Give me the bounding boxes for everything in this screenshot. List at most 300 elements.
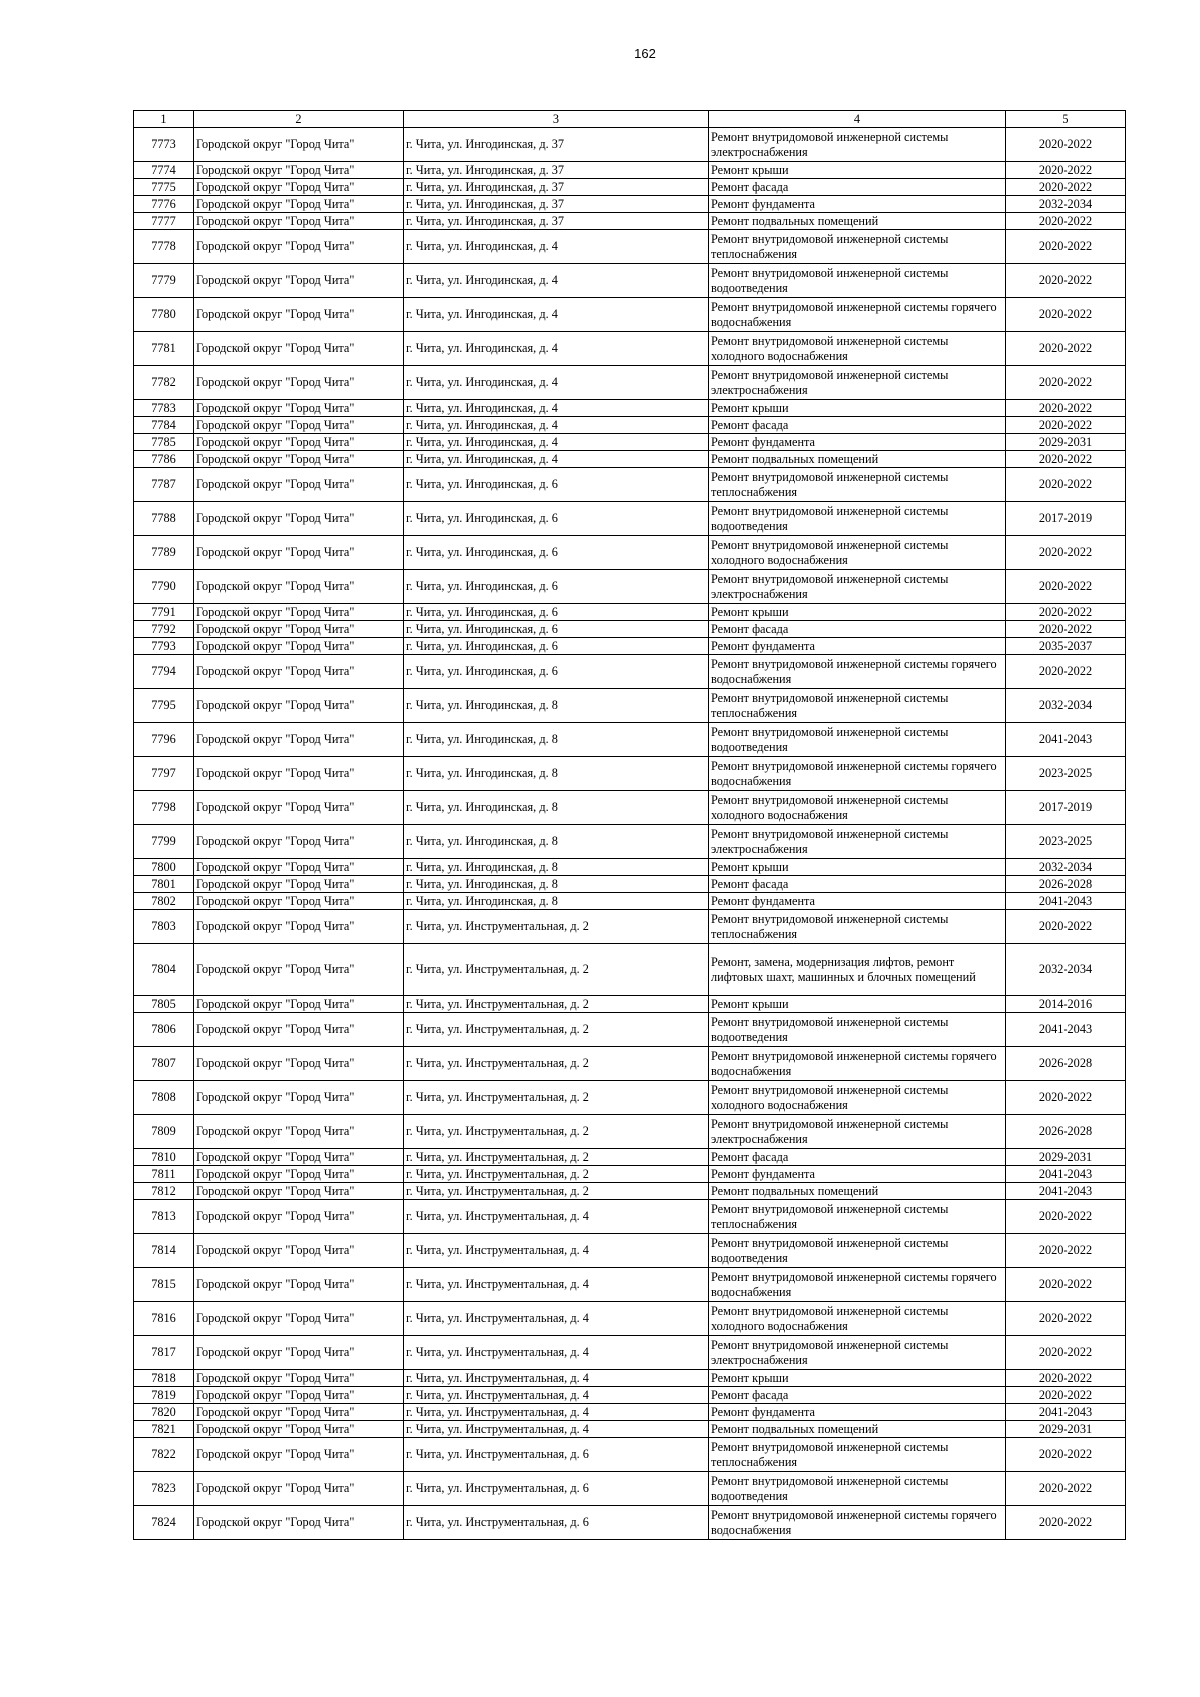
period-cell: 2029-2031	[1006, 434, 1126, 451]
municipality-cell: Городской округ "Город Чита"	[194, 825, 404, 859]
row-number-cell: 7791	[134, 604, 194, 621]
address-cell: г. Чита, ул. Ингодинская, д. 4	[404, 264, 709, 298]
work-type-cell: Ремонт фасада	[709, 1387, 1006, 1404]
header-row	[134, 111, 1126, 128]
municipality-cell: Городской округ "Город Чита"	[194, 468, 404, 502]
work-type-cell: Ремонт внутридомовой инженерной системы холодного водоснабжения	[709, 1081, 1006, 1115]
municipality-cell: Городской округ "Город Чита"	[194, 1438, 404, 1472]
row-number-cell: 7774	[134, 162, 194, 179]
period-cell: 2020-2022	[1006, 366, 1126, 400]
table-row	[134, 1013, 1126, 1047]
period-cell: 2020-2022	[1006, 298, 1126, 332]
municipality-cell: Городской округ "Город Чита"	[194, 1506, 404, 1540]
table-row	[134, 791, 1126, 825]
work-type-cell: Ремонт внутридомовой инженерной системы холодного водоснабжения	[709, 1302, 1006, 1336]
table-row	[134, 468, 1126, 502]
row-number-cell: 7809	[134, 1115, 194, 1149]
work-type-cell: Ремонт внутридомовой инженерной системы водоотведения	[709, 1013, 1006, 1047]
period-cell: 2023-2025	[1006, 757, 1126, 791]
work-type-cell: Ремонт внутридомовой инженерной системы водоотведения	[709, 723, 1006, 757]
work-type-cell: Ремонт фасада	[709, 417, 1006, 434]
period-cell: 2032-2034	[1006, 859, 1126, 876]
period-cell: 2032-2034	[1006, 944, 1126, 996]
address-cell: г. Чита, ул. Ингодинская, д. 6	[404, 655, 709, 689]
municipality-cell: Городской округ "Город Чита"	[194, 723, 404, 757]
row-number-cell: 7773	[134, 128, 194, 162]
municipality-cell: Городской округ "Город Чита"	[194, 128, 404, 162]
period-cell: 2026-2028	[1006, 1047, 1126, 1081]
work-type-cell: Ремонт внутридомовой инженерной системы горячего водоснабжения	[709, 1047, 1006, 1081]
work-type-cell: Ремонт фасада	[709, 1149, 1006, 1166]
address-cell: г. Чита, ул. Инструментальная, д. 2	[404, 1166, 709, 1183]
table-row	[134, 1166, 1126, 1183]
address-cell: г. Чита, ул. Инструментальная, д. 4	[404, 1387, 709, 1404]
table-row	[134, 1149, 1126, 1166]
period-cell: 2020-2022	[1006, 1387, 1126, 1404]
municipality-cell: Городской округ "Город Чита"	[194, 366, 404, 400]
table-row	[134, 893, 1126, 910]
row-number-cell: 7823	[134, 1472, 194, 1506]
address-cell: г. Чита, ул. Инструментальная, д. 2	[404, 1149, 709, 1166]
municipality-cell: Городской округ "Город Чита"	[194, 264, 404, 298]
period-cell: 2020-2022	[1006, 910, 1126, 944]
row-number-cell: 7819	[134, 1387, 194, 1404]
work-type-cell: Ремонт фундамента	[709, 1404, 1006, 1421]
work-type-cell: Ремонт внутридомовой инженерной системы теплоснабжения	[709, 468, 1006, 502]
work-type-cell: Ремонт внутридомовой инженерной системы электроснабжения	[709, 366, 1006, 400]
row-number-cell: 7795	[134, 689, 194, 723]
row-number-cell: 7804	[134, 944, 194, 996]
municipality-cell: Городской округ "Город Чита"	[194, 400, 404, 417]
period-cell: 2032-2034	[1006, 689, 1126, 723]
address-cell: г. Чита, ул. Ингодинская, д. 4	[404, 451, 709, 468]
municipality-cell: Городской округ "Город Чита"	[194, 434, 404, 451]
table-body	[134, 128, 1126, 1540]
period-cell: 2020-2022	[1006, 1472, 1126, 1506]
municipality-cell: Городской округ "Город Чита"	[194, 1387, 404, 1404]
work-type-cell: Ремонт крыши	[709, 604, 1006, 621]
row-number-cell: 7780	[134, 298, 194, 332]
row-number-cell: 7821	[134, 1421, 194, 1438]
row-number-cell: 7778	[134, 230, 194, 264]
program-table	[133, 110, 1126, 1540]
row-number-cell: 7781	[134, 332, 194, 366]
row-number-cell: 7800	[134, 859, 194, 876]
municipality-cell: Городской округ "Город Чита"	[194, 1200, 404, 1234]
row-number-cell: 7798	[134, 791, 194, 825]
row-number-cell: 7817	[134, 1336, 194, 1370]
table-row	[134, 332, 1126, 366]
address-cell: г. Чита, ул. Ингодинская, д. 4	[404, 400, 709, 417]
municipality-cell: Городской округ "Город Чита"	[194, 1149, 404, 1166]
table-row	[134, 536, 1126, 570]
table-row	[134, 502, 1126, 536]
table-row	[134, 1081, 1126, 1115]
table-row	[134, 757, 1126, 791]
table-row	[134, 910, 1126, 944]
period-cell: 2020-2022	[1006, 1336, 1126, 1370]
address-cell: г. Чита, ул. Ингодинская, д. 6	[404, 621, 709, 638]
row-number-cell: 7808	[134, 1081, 194, 1115]
row-number-cell: 7811	[134, 1166, 194, 1183]
table-row	[134, 570, 1126, 604]
table-row	[134, 1268, 1126, 1302]
work-type-cell: Ремонт крыши	[709, 400, 1006, 417]
address-cell: г. Чита, ул. Инструментальная, д. 2	[404, 944, 709, 996]
work-type-cell: Ремонт внутридомовой инженерной системы холодного водоснабжения	[709, 332, 1006, 366]
column-header-1: 1	[134, 111, 194, 128]
municipality-cell: Городской округ "Город Чита"	[194, 1183, 404, 1200]
municipality-cell: Городской округ "Город Чита"	[194, 417, 404, 434]
municipality-cell: Городской округ "Город Чита"	[194, 1302, 404, 1336]
period-cell: 2020-2022	[1006, 468, 1126, 502]
period-cell: 2041-2043	[1006, 893, 1126, 910]
row-number-cell: 7818	[134, 1370, 194, 1387]
work-type-cell: Ремонт крыши	[709, 1370, 1006, 1387]
period-cell: 2020-2022	[1006, 604, 1126, 621]
period-cell: 2020-2022	[1006, 1268, 1126, 1302]
period-cell: 2041-2043	[1006, 1183, 1126, 1200]
period-cell: 2020-2022	[1006, 417, 1126, 434]
work-type-cell: Ремонт фасада	[709, 876, 1006, 893]
row-number-cell: 7802	[134, 893, 194, 910]
table-row	[134, 1370, 1126, 1387]
row-number-cell: 7783	[134, 400, 194, 417]
address-cell: г. Чита, ул. Ингодинская, д. 8	[404, 893, 709, 910]
row-number-cell: 7788	[134, 502, 194, 536]
work-type-cell: Ремонт фундамента	[709, 196, 1006, 213]
table-row	[134, 162, 1126, 179]
row-number-cell: 7815	[134, 1268, 194, 1302]
municipality-cell: Городской округ "Город Чита"	[194, 1081, 404, 1115]
address-cell: г. Чита, ул. Инструментальная, д. 4	[404, 1336, 709, 1370]
municipality-cell: Городской округ "Город Чита"	[194, 944, 404, 996]
work-type-cell: Ремонт подвальных помещений	[709, 451, 1006, 468]
municipality-cell: Городской округ "Город Чита"	[194, 213, 404, 230]
period-cell: 2041-2043	[1006, 1013, 1126, 1047]
work-type-cell: Ремонт, замена, модернизация лифтов, ремонт лифтовых шахт, машинных и блочных помещений	[709, 944, 1006, 996]
municipality-cell: Городской округ "Город Чита"	[194, 655, 404, 689]
address-cell: г. Чита, ул. Ингодинская, д. 4	[404, 366, 709, 400]
table-row	[134, 264, 1126, 298]
table-row	[134, 434, 1126, 451]
municipality-cell: Городской округ "Город Чита"	[194, 332, 404, 366]
work-type-cell: Ремонт внутридомовой инженерной системы электроснабжения	[709, 1115, 1006, 1149]
municipality-cell: Городской округ "Город Чита"	[194, 1047, 404, 1081]
address-cell: г. Чита, ул. Ингодинская, д. 8	[404, 723, 709, 757]
table-row	[134, 876, 1126, 893]
table-row	[134, 1387, 1126, 1404]
period-cell: 2020-2022	[1006, 1200, 1126, 1234]
period-cell: 2020-2022	[1006, 1234, 1126, 1268]
table-row	[134, 366, 1126, 400]
row-number-cell: 7794	[134, 655, 194, 689]
period-cell: 2020-2022	[1006, 264, 1126, 298]
row-number-cell: 7806	[134, 1013, 194, 1047]
work-type-cell: Ремонт внутридомовой инженерной системы водоотведения	[709, 1472, 1006, 1506]
municipality-cell: Городской округ "Город Чита"	[194, 1336, 404, 1370]
row-number-cell: 7813	[134, 1200, 194, 1234]
period-cell: 2020-2022	[1006, 179, 1126, 196]
work-type-cell: Ремонт внутридомовой инженерной системы горячего водоснабжения	[709, 757, 1006, 791]
work-type-cell: Ремонт крыши	[709, 859, 1006, 876]
row-number-cell: 7782	[134, 366, 194, 400]
row-number-cell: 7777	[134, 213, 194, 230]
table-row	[134, 213, 1126, 230]
work-type-cell: Ремонт внутридомовой инженерной системы электроснабжения	[709, 128, 1006, 162]
table-row	[134, 1506, 1126, 1540]
municipality-cell: Городской округ "Город Чита"	[194, 859, 404, 876]
work-type-cell: Ремонт внутридомовой инженерной системы электроснабжения	[709, 825, 1006, 859]
column-header-2: 2	[194, 111, 404, 128]
address-cell: г. Чита, ул. Инструментальная, д. 4	[404, 1234, 709, 1268]
row-number-cell: 7796	[134, 723, 194, 757]
address-cell: г. Чита, ул. Ингодинская, д. 37	[404, 213, 709, 230]
period-cell: 2020-2022	[1006, 1438, 1126, 1472]
period-cell: 2026-2028	[1006, 876, 1126, 893]
period-cell: 2020-2022	[1006, 128, 1126, 162]
address-cell: г. Чита, ул. Ингодинская, д. 37	[404, 162, 709, 179]
address-cell: г. Чита, ул. Инструментальная, д. 4	[404, 1421, 709, 1438]
row-number-cell: 7779	[134, 264, 194, 298]
address-cell: г. Чита, ул. Ингодинская, д. 37	[404, 196, 709, 213]
table-row	[134, 1200, 1126, 1234]
period-cell: 2041-2043	[1006, 1166, 1126, 1183]
period-cell: 2020-2022	[1006, 213, 1126, 230]
column-header-3: 3	[404, 111, 709, 128]
municipality-cell: Городской округ "Город Чита"	[194, 1370, 404, 1387]
row-number-cell: 7785	[134, 434, 194, 451]
table-row	[134, 996, 1126, 1013]
row-number-cell: 7801	[134, 876, 194, 893]
address-cell: г. Чита, ул. Инструментальная, д. 4	[404, 1404, 709, 1421]
table-row	[134, 1421, 1126, 1438]
municipality-cell: Городской округ "Город Чита"	[194, 162, 404, 179]
table-row	[134, 1047, 1126, 1081]
municipality-cell: Городской округ "Город Чита"	[194, 910, 404, 944]
address-cell: г. Чита, ул. Инструментальная, д. 2	[404, 1013, 709, 1047]
address-cell: г. Чита, ул. Инструментальная, д. 2	[404, 1183, 709, 1200]
table-row	[134, 604, 1126, 621]
work-type-cell: Ремонт внутридомовой инженерной системы теплоснабжения	[709, 230, 1006, 264]
work-type-cell: Ремонт внутридомовой инженерной системы горячего водоснабжения	[709, 655, 1006, 689]
work-type-cell: Ремонт подвальных помещений	[709, 1421, 1006, 1438]
table-row	[134, 230, 1126, 264]
row-number-cell: 7799	[134, 825, 194, 859]
table-row	[134, 1438, 1126, 1472]
work-type-cell: Ремонт внутридомовой инженерной системы водоотведения	[709, 264, 1006, 298]
municipality-cell: Городской округ "Город Чита"	[194, 791, 404, 825]
table-row	[134, 723, 1126, 757]
address-cell: г. Чита, ул. Ингодинская, д. 8	[404, 791, 709, 825]
row-number-cell: 7810	[134, 1149, 194, 1166]
work-type-cell: Ремонт внутридомовой инженерной системы горячего водоснабжения	[709, 1506, 1006, 1540]
row-number-cell: 7816	[134, 1302, 194, 1336]
period-cell: 2041-2043	[1006, 1404, 1126, 1421]
table-row	[134, 689, 1126, 723]
work-type-cell: Ремонт внутридомовой инженерной системы электроснабжения	[709, 570, 1006, 604]
period-cell: 2017-2019	[1006, 791, 1126, 825]
address-cell: г. Чита, ул. Ингодинская, д. 6	[404, 536, 709, 570]
table-row	[134, 400, 1126, 417]
period-cell: 2020-2022	[1006, 536, 1126, 570]
municipality-cell: Городской округ "Город Чита"	[194, 1421, 404, 1438]
row-number-cell: 7784	[134, 417, 194, 434]
row-number-cell: 7807	[134, 1047, 194, 1081]
municipality-cell: Городской округ "Город Чита"	[194, 689, 404, 723]
table-row	[134, 1183, 1126, 1200]
address-cell: г. Чита, ул. Инструментальная, д. 2	[404, 910, 709, 944]
address-cell: г. Чита, ул. Инструментальная, д. 6	[404, 1506, 709, 1540]
table-row	[134, 1234, 1126, 1268]
work-type-cell: Ремонт крыши	[709, 162, 1006, 179]
municipality-cell: Городской округ "Город Чита"	[194, 1115, 404, 1149]
table-row	[134, 825, 1126, 859]
work-type-cell: Ремонт фасада	[709, 179, 1006, 196]
municipality-cell: Городской округ "Город Чита"	[194, 1013, 404, 1047]
work-type-cell: Ремонт внутридомовой инженерной системы теплоснабжения	[709, 1200, 1006, 1234]
table-row	[134, 417, 1126, 434]
work-type-cell: Ремонт внутридомовой инженерной системы холодного водоснабжения	[709, 791, 1006, 825]
municipality-cell: Городской округ "Город Чита"	[194, 536, 404, 570]
table-row	[134, 621, 1126, 638]
row-number-cell: 7822	[134, 1438, 194, 1472]
work-type-cell: Ремонт внутридомовой инженерной системы горячего водоснабжения	[709, 1268, 1006, 1302]
period-cell: 2026-2028	[1006, 1115, 1126, 1149]
address-cell: г. Чита, ул. Ингодинская, д. 8	[404, 689, 709, 723]
row-number-cell: 7789	[134, 536, 194, 570]
period-cell: 2020-2022	[1006, 1081, 1126, 1115]
row-number-cell: 7793	[134, 638, 194, 655]
row-number-cell: 7775	[134, 179, 194, 196]
row-number-cell: 7814	[134, 1234, 194, 1268]
work-type-cell: Ремонт фундамента	[709, 434, 1006, 451]
municipality-cell: Городской округ "Город Чита"	[194, 876, 404, 893]
period-cell: 2032-2034	[1006, 196, 1126, 213]
address-cell: г. Чита, ул. Инструментальная, д. 6	[404, 1438, 709, 1472]
address-cell: г. Чита, ул. Ингодинская, д. 6	[404, 638, 709, 655]
table-row	[134, 1472, 1126, 1506]
work-type-cell: Ремонт фундамента	[709, 893, 1006, 910]
address-cell: г. Чита, ул. Ингодинская, д. 8	[404, 859, 709, 876]
municipality-cell: Городской округ "Город Чита"	[194, 451, 404, 468]
period-cell: 2020-2022	[1006, 400, 1126, 417]
address-cell: г. Чита, ул. Ингодинская, д. 8	[404, 825, 709, 859]
work-type-cell: Ремонт фундамента	[709, 638, 1006, 655]
period-cell: 2023-2025	[1006, 825, 1126, 859]
municipality-cell: Городской округ "Город Чита"	[194, 196, 404, 213]
work-type-cell: Ремонт фундамента	[709, 1166, 1006, 1183]
period-cell: 2020-2022	[1006, 230, 1126, 264]
address-cell: г. Чита, ул. Ингодинская, д. 8	[404, 876, 709, 893]
work-type-cell: Ремонт внутридомовой инженерной системы водоотведения	[709, 502, 1006, 536]
period-cell: 2017-2019	[1006, 502, 1126, 536]
municipality-cell: Городской округ "Город Чита"	[194, 996, 404, 1013]
municipality-cell: Городской округ "Город Чита"	[194, 1166, 404, 1183]
address-cell: г. Чита, ул. Ингодинская, д. 6	[404, 604, 709, 621]
row-number-cell: 7812	[134, 1183, 194, 1200]
table-row	[134, 128, 1126, 162]
row-number-cell: 7805	[134, 996, 194, 1013]
address-cell: г. Чита, ул. Ингодинская, д. 4	[404, 417, 709, 434]
municipality-cell: Городской округ "Город Чита"	[194, 1472, 404, 1506]
municipality-cell: Городской округ "Город Чита"	[194, 230, 404, 264]
table-header	[134, 111, 1126, 128]
municipality-cell: Городской округ "Город Чита"	[194, 893, 404, 910]
address-cell: г. Чита, ул. Инструментальная, д. 2	[404, 1047, 709, 1081]
municipality-cell: Городской округ "Город Чита"	[194, 621, 404, 638]
address-cell: г. Чита, ул. Инструментальная, д. 4	[404, 1302, 709, 1336]
row-number-cell: 7776	[134, 196, 194, 213]
work-type-cell: Ремонт внутридомовой инженерной системы холодного водоснабжения	[709, 536, 1006, 570]
row-number-cell: 7803	[134, 910, 194, 944]
address-cell: г. Чита, ул. Ингодинская, д. 6	[404, 502, 709, 536]
address-cell: г. Чита, ул. Инструментальная, д. 4	[404, 1200, 709, 1234]
period-cell: 2020-2022	[1006, 621, 1126, 638]
address-cell: г. Чита, ул. Инструментальная, д. 4	[404, 1370, 709, 1387]
table-row	[134, 1336, 1126, 1370]
period-cell: 2020-2022	[1006, 162, 1126, 179]
table-row	[134, 451, 1126, 468]
period-cell: 2029-2031	[1006, 1421, 1126, 1438]
work-type-cell: Ремонт внутридомовой инженерной системы водоотведения	[709, 1234, 1006, 1268]
period-cell: 2014-2016	[1006, 996, 1126, 1013]
address-cell: г. Чита, ул. Инструментальная, д. 4	[404, 1268, 709, 1302]
work-type-cell: Ремонт крыши	[709, 996, 1006, 1013]
period-cell: 2020-2022	[1006, 1370, 1126, 1387]
table-row	[134, 298, 1126, 332]
municipality-cell: Городской округ "Город Чита"	[194, 757, 404, 791]
row-number-cell: 7787	[134, 468, 194, 502]
column-header-4: 4	[709, 111, 1006, 128]
work-type-cell: Ремонт фасада	[709, 621, 1006, 638]
municipality-cell: Городской округ "Город Чита"	[194, 298, 404, 332]
table-row	[134, 1302, 1126, 1336]
address-cell: г. Чита, ул. Ингодинская, д. 37	[404, 128, 709, 162]
page-number: 162	[634, 46, 656, 61]
period-cell: 2020-2022	[1006, 1506, 1126, 1540]
table-row	[134, 859, 1126, 876]
period-cell: 2035-2037	[1006, 638, 1126, 655]
row-number-cell: 7790	[134, 570, 194, 604]
address-cell: г. Чита, ул. Инструментальная, д. 2	[404, 1081, 709, 1115]
table-row	[134, 1404, 1126, 1421]
work-type-cell: Ремонт подвальных помещений	[709, 1183, 1006, 1200]
row-number-cell: 7786	[134, 451, 194, 468]
table-row	[134, 944, 1126, 996]
municipality-cell: Городской округ "Город Чита"	[194, 1234, 404, 1268]
table-row	[134, 655, 1126, 689]
address-cell: г. Чита, ул. Ингодинская, д. 6	[404, 468, 709, 502]
municipality-cell: Городской округ "Город Чита"	[194, 1404, 404, 1421]
municipality-cell: Городской округ "Город Чита"	[194, 570, 404, 604]
table-row	[134, 196, 1126, 213]
municipality-cell: Городской округ "Город Чита"	[194, 604, 404, 621]
municipality-cell: Городской округ "Город Чита"	[194, 1268, 404, 1302]
period-cell: 2029-2031	[1006, 1149, 1126, 1166]
municipality-cell: Городской округ "Город Чита"	[194, 502, 404, 536]
municipality-cell: Городской округ "Город Чита"	[194, 179, 404, 196]
column-header-5: 5	[1006, 111, 1126, 128]
period-cell: 2020-2022	[1006, 1302, 1126, 1336]
table-row	[134, 638, 1126, 655]
address-cell: г. Чита, ул. Инструментальная, д. 2	[404, 996, 709, 1013]
address-cell: г. Чита, ул. Ингодинская, д. 37	[404, 179, 709, 196]
row-number-cell: 7792	[134, 621, 194, 638]
work-type-cell: Ремонт внутридомовой инженерной системы теплоснабжения	[709, 1438, 1006, 1472]
address-cell: г. Чита, ул. Ингодинская, д. 4	[404, 230, 709, 264]
row-number-cell: 7797	[134, 757, 194, 791]
